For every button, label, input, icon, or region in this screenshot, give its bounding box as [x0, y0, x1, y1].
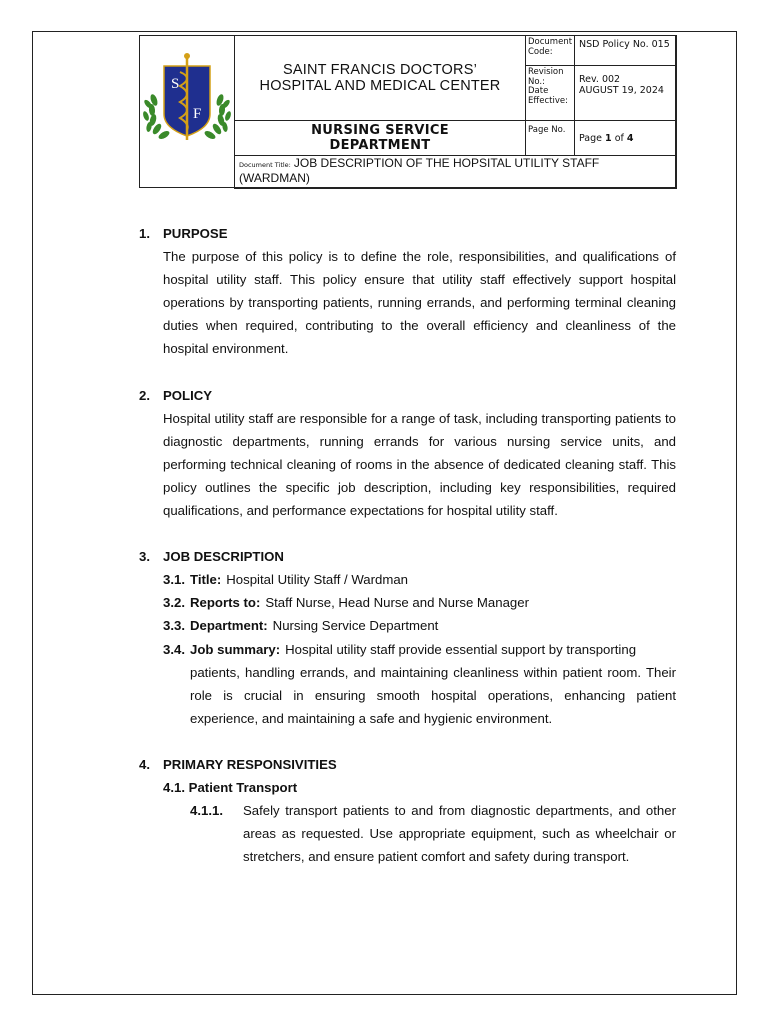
document-header-table	[139, 35, 676, 188]
department-cell	[234, 120, 526, 156]
revision-value: Rev. 002	[579, 74, 621, 85]
doc-title-value: JOB DESCRIPTION OF THE HOPSITAL UTILITY STAFF (WARDMAN)	[239, 156, 600, 185]
page-no-label: Page No.	[525, 120, 575, 156]
revision-date-labels	[525, 65, 575, 121]
subsection-department: 3.3. Department: Nursing Service Department	[163, 618, 439, 634]
logo-letter-f: F	[193, 106, 202, 122]
doc-code-label: Document Code:	[525, 35, 575, 66]
paragraph: Hospital utility staff are responsible for a range of task, including transporting patients to diagnostic departments, running errands for various nursing service units, and performing technical cleaning of rooms in the absence of dedicated cleaning staff. This policy outlines the specific job description, including key responsibilities, required qualifications, and performance expectations for hospital utility staff.	[163, 410, 676, 519]
date-effective-value: AUGUST 19, 2024	[579, 85, 664, 96]
section-title: POLICY	[163, 387, 213, 403]
hospital-logo-icon	[140, 36, 234, 187]
logo-letter-s: S	[171, 76, 180, 92]
document-title-cell	[234, 155, 677, 189]
department-name: NURSING SERVICE DEPARTMENT	[311, 123, 449, 153]
section-title: PURPOSE	[163, 226, 228, 241]
list-item: 4.1.1. Safely transport patients to and from diagnostic departments, and other areas as requested. Use appropriate equipment, such as wheelchair or stretchers, and ensure patient comfort and safety during transport.	[190, 803, 676, 865]
hospital-name: SAINT FRANCIS DOCTORS’ HOSPITAL AND MEDICAL CENTER	[259, 62, 501, 94]
subsection-job-summary: 3.4. Job summary: Hospital utility staff provide essential support by transporting	[163, 641, 637, 657]
logo-cell	[139, 35, 235, 188]
doc-title-label: Document Title:	[239, 161, 291, 169]
section-purpose: 1. PURPOSE The purpose of this policy is to define the role, responsibilities, and qualifications of hospital utility staff. This policy ensure that utility staff effectively support hospital operations by transporting patients, running errands, and performing terminal cleaning duties when required, contributing to the overall efficiency and cleanliness of the hospital environment.	[139, 222, 676, 361]
subsection-reports-to: 3.2. Reports to: Staff Nurse, Head Nurse and Nurse Manager	[163, 595, 529, 611]
paragraph: The purpose of this policy is to define the role, responsibilities, and qualifications of hospital utility staff. This policy ensure that utility staff effectively support hospital operations by transporting patients, running errands, and performing terminal cleaning duties when required, contributing to the overall efficiency and cleanliness of the hospital environment.	[163, 249, 676, 357]
hospital-name-cell	[234, 35, 526, 121]
section-job-description: 3. JOB DESCRIPTION 3.1. Title: Hospital Utility Staff / Wardman 3.2. Reports to: Staff Nurse, Head Nurse and Nurse Manager 3.3. Department: Nursing Service Department 3.4. Job summary: Hospital utility staff provide essential support by transporting patients, handling errands, and maintaining cleanliness within patient room. Their role is crucial in ensuring smooth hospital operations, enhancing patient experience, and maintaining a safe and hygienic environment.	[139, 545, 676, 730]
section-policy: 2. POLICY Hospital utility staff are responsible for a range of task, including transporting patients to diagnostic departments, running errands for various nursing service units, and performing technical cleaning of rooms in the absence of dedicated cleaning staff. This policy outlines the specific job description, including key responsibilities, required qualifications, and performance expectations for hospital utility staff.	[139, 384, 676, 523]
section-title: PRIMARY RESPONSIVITIES	[163, 756, 337, 772]
date-effective-label: Date Effective:	[528, 86, 568, 106]
document-body	[139, 222, 676, 891]
job-summary-continued: patients, handling errands, and maintaining cleanliness within patient room. Their role is crucial in ensuring smooth hospital operations, enhancing patient experience, and maintaining a safe and hygienic environment.	[190, 664, 676, 726]
doc-code-value: NSD Policy No. 015	[574, 35, 677, 66]
subsection-patient-transport: 4.1. Patient Transport	[163, 779, 298, 795]
section-title: JOB DESCRIPTION	[163, 549, 284, 565]
subsection-title: 3.1. Title: Hospital Utility Staff / Wardman	[163, 572, 409, 588]
revision-label: Revision No.:	[528, 67, 564, 87]
page-number: Page 1 of 4	[574, 120, 677, 156]
revision-date-values	[574, 65, 677, 121]
section-primary-responsibilities: 4. PRIMARY RESPONSIVITIES 4.1. Patient Transport 4.1.1. Safely transport patients to and from diagnostic departments, and other areas as requested. Use appropriate equipment, such as wheelchair or stretchers, and ensure patient comfort and safety during transport.	[139, 753, 676, 868]
